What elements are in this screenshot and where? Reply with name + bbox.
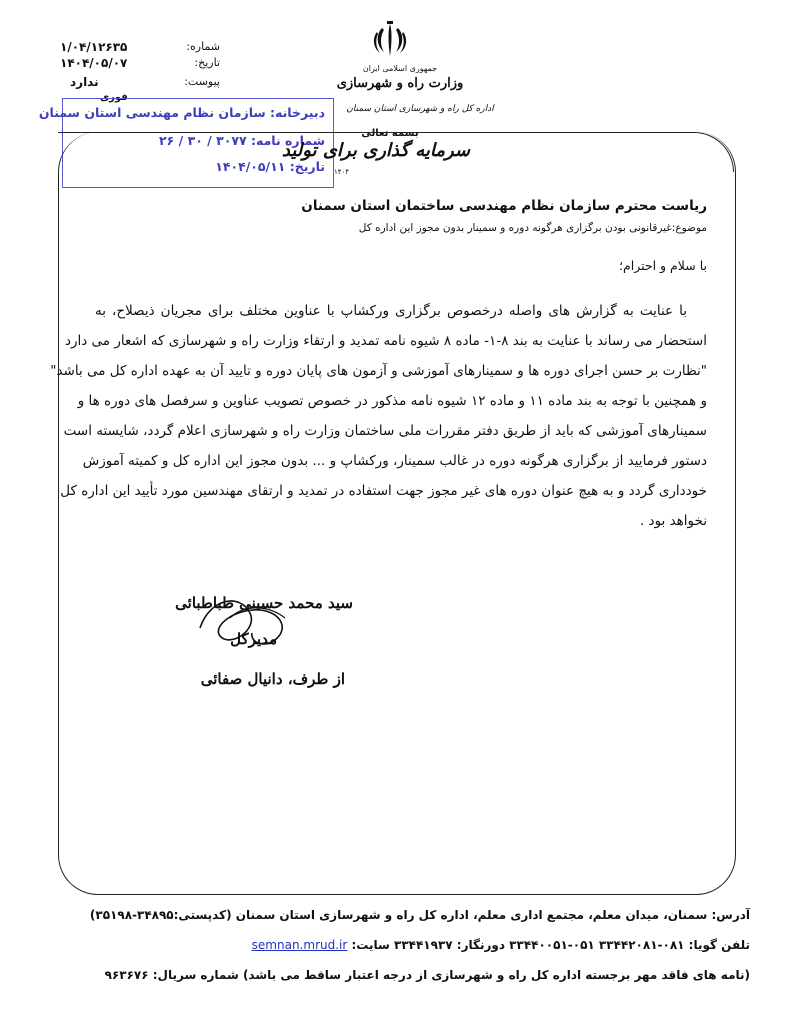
attachment-value: ندارد bbox=[70, 75, 99, 89]
footer-address: آدرس: سمنان، میدان معلم، مجتمع اداری معلم، اداره کل راه و شهرسازی استان سمنان (کدپستی:۳۴۸۹۵-۳۵۱۹۸) bbox=[89, 908, 750, 922]
office-name: اداره کل راه و شهرسازی استان سمنان bbox=[346, 104, 494, 114]
footer-phone: تلفن گویا: ۰۸۱-۳۳۴۴۲۰۸۱ ۰۵۱-۳۳۴۴۰۰۵۱ دورنگار: ۳۳۴۴۱۹۳۷ سایت: bbox=[351, 938, 750, 952]
urgency-label: فوری bbox=[100, 92, 128, 103]
iran-emblem-icon bbox=[368, 18, 412, 62]
greeting: با سلام و احترام؛ bbox=[619, 258, 707, 273]
letter-date-label: تاریخ: bbox=[194, 56, 220, 69]
page-border-top bbox=[58, 132, 734, 172]
signatory-name: سید محمد حسینی طباطبائی bbox=[175, 594, 353, 612]
slogan-year: ۱۴۰۴ bbox=[334, 168, 350, 176]
signatory-title: مدیرکل bbox=[230, 630, 277, 648]
subject: موضوع:غیرقانونی بودن برگزاری هرگونه دوره و سمینار بدون مجوز این اداره کل bbox=[358, 222, 707, 234]
stamp-letter-number: شماره نامه: ۳۰۷۷ / ۳۰ / ۲۶ bbox=[159, 133, 325, 148]
body-line: دستور فرمایید از برگزاری هرگونه دوره در غالب سمینار، ورکشاپ و ... بدون مجوز این اداره کل و کمیته آموزش bbox=[82, 453, 707, 469]
body-line: استحضار می رساند با عنایت به بند ۸-۱- ماده ۸ شیوه نامه تمدید و ارتقاء وزارت راه و شهرسازی که اشعار می دارد bbox=[64, 333, 707, 349]
bismillah: بسمه تعالی bbox=[361, 128, 419, 139]
republic-label: جمهوری اسلامی ایران bbox=[362, 64, 438, 73]
body-line: با عنایت به گزارش های واصله درخصوص برگزاری ورکشاپ با عناوین مختلف برای مجریان ذیصلاح، به bbox=[95, 303, 687, 319]
attachment-label: پیوست: bbox=[184, 75, 220, 88]
body-line: سمینارهای آموزشی که باید از طریق دفتر مقررات ملی ساختمان وزارت راه و شهرسازی اعلام گردد، شایسته است bbox=[63, 423, 707, 439]
body-line: و همچنین با توجه به بند ماده ۱۱ و ماده ۱۲ شیوه نامه مذکور در خصوص تصویب عناوین و سرفصل های دوره ها و bbox=[77, 393, 707, 409]
letter-date-value: ۱۴۰۴/۰۵/۰۷ bbox=[60, 56, 128, 70]
body-line: خودداری گردد و به هیچ عنوان دوره های غیر مجوز جهت استفاده در تمدید و ارتقای مهندسین مورد تأیید این اداره کل bbox=[60, 483, 707, 499]
recipient: ریاست محترم سازمان نظام مهندسی ساختمان استان سمنان bbox=[301, 198, 707, 214]
letter-number-value: ۱/۰۴/۱۲۶۳۵ bbox=[60, 40, 128, 54]
stamp-secretariat: دبیرخانه: سازمان نظام مهندسی استان سمنان bbox=[38, 105, 325, 120]
body-line: نخواهد بود . bbox=[639, 513, 707, 529]
letter-number-label: شماره: bbox=[186, 40, 220, 53]
stamp-letter-date: تاریخ: ۱۴۰۴/۰۵/۱۱ bbox=[215, 159, 325, 174]
footer-contact bbox=[40, 938, 750, 952]
website-link[interactable]: semnan.mrud.ir bbox=[251, 938, 348, 952]
letter-body bbox=[50, 296, 707, 536]
body-line: "نظارت بر حسن اجرای دوره ها و سمینارهای آموزشی و آزمون های پایان دوره و تایید آن به عهده اداره کل می باشد" bbox=[50, 363, 707, 379]
attachment-row bbox=[60, 75, 220, 97]
slogan-calligraphy: سرمایه گذاری برای تولید bbox=[281, 140, 470, 161]
footer-notice: (نامه های فاقد مهر برجسته اداره کل راه و شهرسازی از درجه اعتبار ساقط می باشد) شماره سریال: ۹۶۳۶۷۶ bbox=[104, 968, 750, 982]
on-behalf-of: از طرف، دانیال صفائی bbox=[200, 670, 345, 688]
ministry-name: وزارت راه و شهرسازی bbox=[336, 76, 464, 91]
